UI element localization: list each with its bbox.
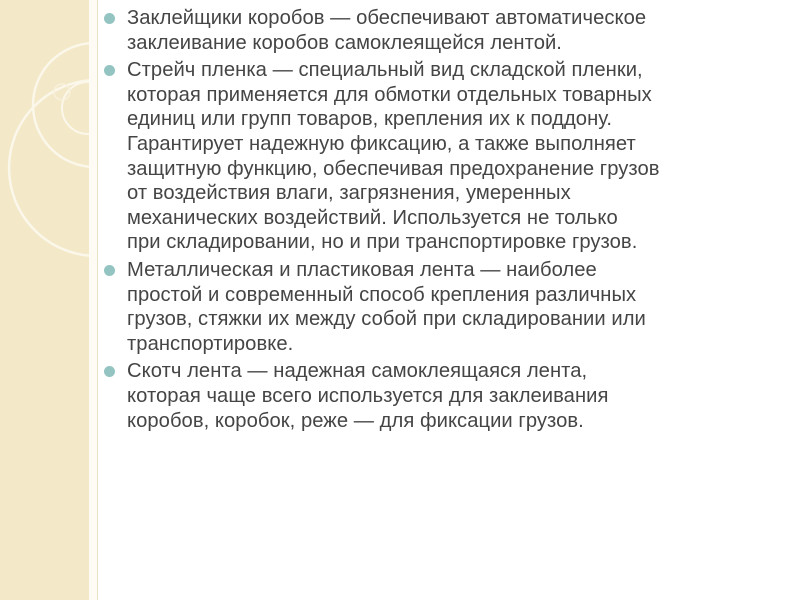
bullet-dot-icon: [104, 265, 115, 276]
bullet-dot-icon: [104, 65, 115, 76]
bullet-dot-icon: [104, 13, 115, 24]
bullet-text: Стрейч пленка — специальный вид складской пленки, которая применяется для обмотки отдельных товарных единиц или групп товаров, крепления их к поддону. Гарантирует надежную фиксацию, а также выполняет защитную функцию, обеспечивая предохранение грузов от воздействия влаги, загрязнения, умеренных механических воздействий. Используется не только при складировании, но и при транспортировке грузов.: [127, 59, 660, 254]
decorative-circle-large: [9, 80, 89, 256]
bullet-item-box-sealers: [104, 6, 794, 55]
side-divider: [89, 0, 97, 600]
decorative-side-panel: [0, 0, 89, 600]
side-divider-line: [97, 0, 98, 600]
bullet-item-strapping-tape: [104, 258, 794, 356]
decorative-circle-small: [62, 82, 89, 134]
bullet-text: Заклейщики коробов — обеспечивают автоматическое заклеивание коробов самоклеящейся лентой.: [127, 7, 647, 54]
decorative-circles: [0, 0, 89, 600]
bullet-text: Металлическая и пластиковая лента — наиболее простой и современный способ крепления различных грузов, стяжки их между собой при складировании или транспортировке.: [127, 258, 646, 355]
decorative-circle-outer: [33, 43, 89, 167]
bullet-text: Скотч лента — надежная самоклеящаяся лента, которая чаще всего используется для заклеивания коробов, коробок, реже — для фиксации грузов.: [127, 360, 609, 432]
bullet-list: [104, 6, 794, 436]
bullet-item-stretch-film: [104, 58, 794, 255]
bullet-dot-icon: [104, 366, 115, 377]
bullet-item-adhesive-tape: [104, 359, 794, 433]
